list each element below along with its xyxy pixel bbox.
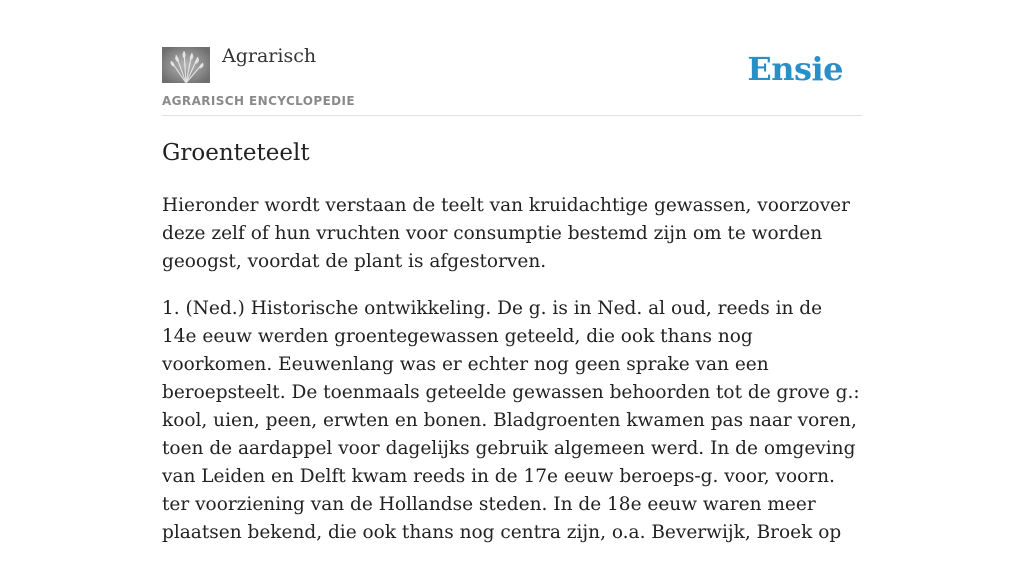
content-container <box>162 0 862 543</box>
article-body <box>162 192 862 566</box>
article-paragraph: 1. (Ned.) Historische ontwikkeling. De g. is in Ned. al oud, reeds in de 14e eeuw werden groentegewassen geteeld, die ook thans nog voorkomen. Eeuwenlang was er echter nog geen sprake van een beroepsteelt. De toenmaals geteelde gewassen behoorden tot de grove g.: kool, uien, peen, erwten en bonen. Bladgroenten kwamen pas naar voren, toen de aardappel voor dagelijks gebruik algemeen werd. In de omgeving van Leiden en Delft kwam reeds in de 17e eeuw beroeps-g. voor, voorn. ter voorziening van de Hollandse steden. In de 18e eeuw waren meer plaatsen bekend, die ook thans nog centra zijn, o.a. Beverwijk, Broek op <box>162 298 860 543</box>
article-paragraph: Hieronder wordt verstaan de teelt van kruidachtige gewassen, voorzover deze zelf of hun vruchten voor consumptie bestemd zijn om te worden geoogst, voordat de plant is afgestorven. <box>162 195 850 272</box>
wheat-image-icon[interactable] <box>162 47 210 83</box>
book-subtitle: AGRARISCH ENCYCLOPEDIE <box>162 94 355 108</box>
header <box>162 0 862 116</box>
book-title[interactable]: Agrarisch <box>222 45 317 67</box>
brand-logo[interactable]: Ensie <box>747 50 843 88</box>
page-title: Groenteteelt <box>162 140 310 166</box>
